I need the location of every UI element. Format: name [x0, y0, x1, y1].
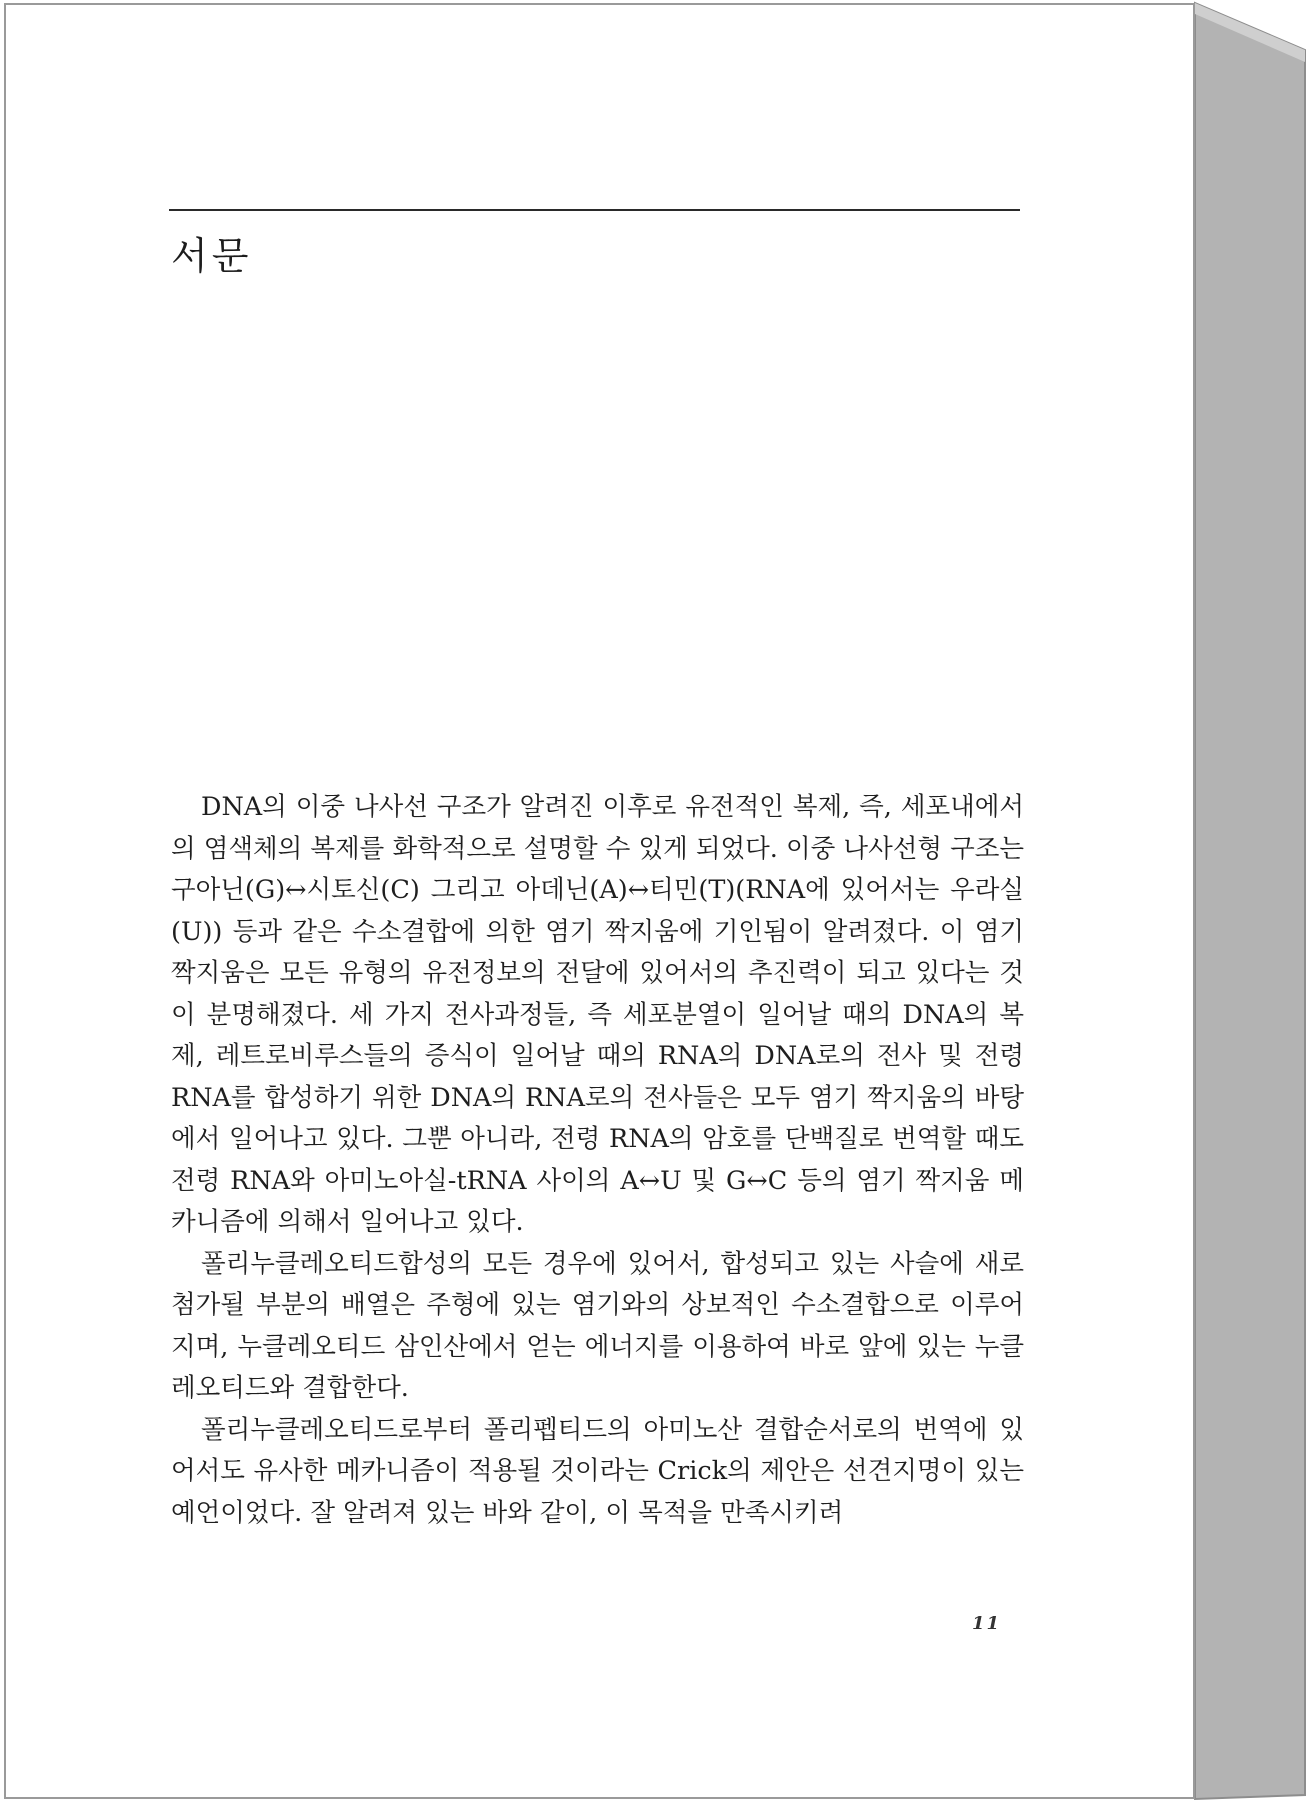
paragraph: 폴리누클레오티드로부터 폴리펩티드의 아미노산 결합순서로의 번역에 있어서도 유사한 메카니즘이 적용될 것이라는 Crick의 제안은 선견지명이 있는 예언이었다. 잘 알려져 있는 바와 같이, 이 목적을 만족시키려: [171, 1414, 1024, 1528]
page-number: 11: [972, 1613, 1002, 1634]
chapter-title: 서문: [171, 234, 253, 278]
paragraph: 폴리누클레오티드합성의 모든 경우에 있어서, 합성되고 있는 사슬에 새로 첨가될 부분의 배열은 주형에 있는 염기와의 상보적인 수소결합으로 이루어지며, 누클레오티드 삼인산에서 얻는 에너지를 이용하여 바로 앞에 있는 누클레오티드와 결합한다.: [171, 1248, 1024, 1403]
body-text: [171, 787, 1024, 1534]
chapter-rule: [169, 209, 1020, 211]
paragraph: DNA의 이중 나사선 구조가 알려진 이후로 유전적인 복제, 즉, 세포내에서의 염색체의 복제를 화학적으로 설명할 수 있게 되었다. 이중 나사선형 구조는 구아닌(G)↔시토신(C) 그리고 아데닌(A)↔티민(T)(RNA에 있어서는 우라실(U)) 등과 같은 수소결합에 의한 염기 짝지움에 기인됨이 알려졌다. 이 염기 짝지움은 모든 유형의 유전정보의 전달에 있어서의 추진력이 되고 있다는 것이 분명해졌다. 세 가지 전사과정들, 즉 세포분열이 일어날 때의 DNA의 복제, 레트로비루스들의 증식이 일어날 때의 RNA의 DNA로의 전사 및 전령 RNA를 합성하기 위한 DNA의 RNA로의 전사들은 모두 염기 짝지움의 바탕에서 일어나고 있다. 그뿐 아니라, 전령 RNA의 암호를 단백질로 번역할 때도 전령 RNA와 아미노아실-tRNA 사이의 A↔U 및 G↔C 등의 염기 짝지움 메카니즘에 의해서 일어나고 있다.: [171, 792, 1024, 1237]
book-page: [4, 3, 1195, 1799]
